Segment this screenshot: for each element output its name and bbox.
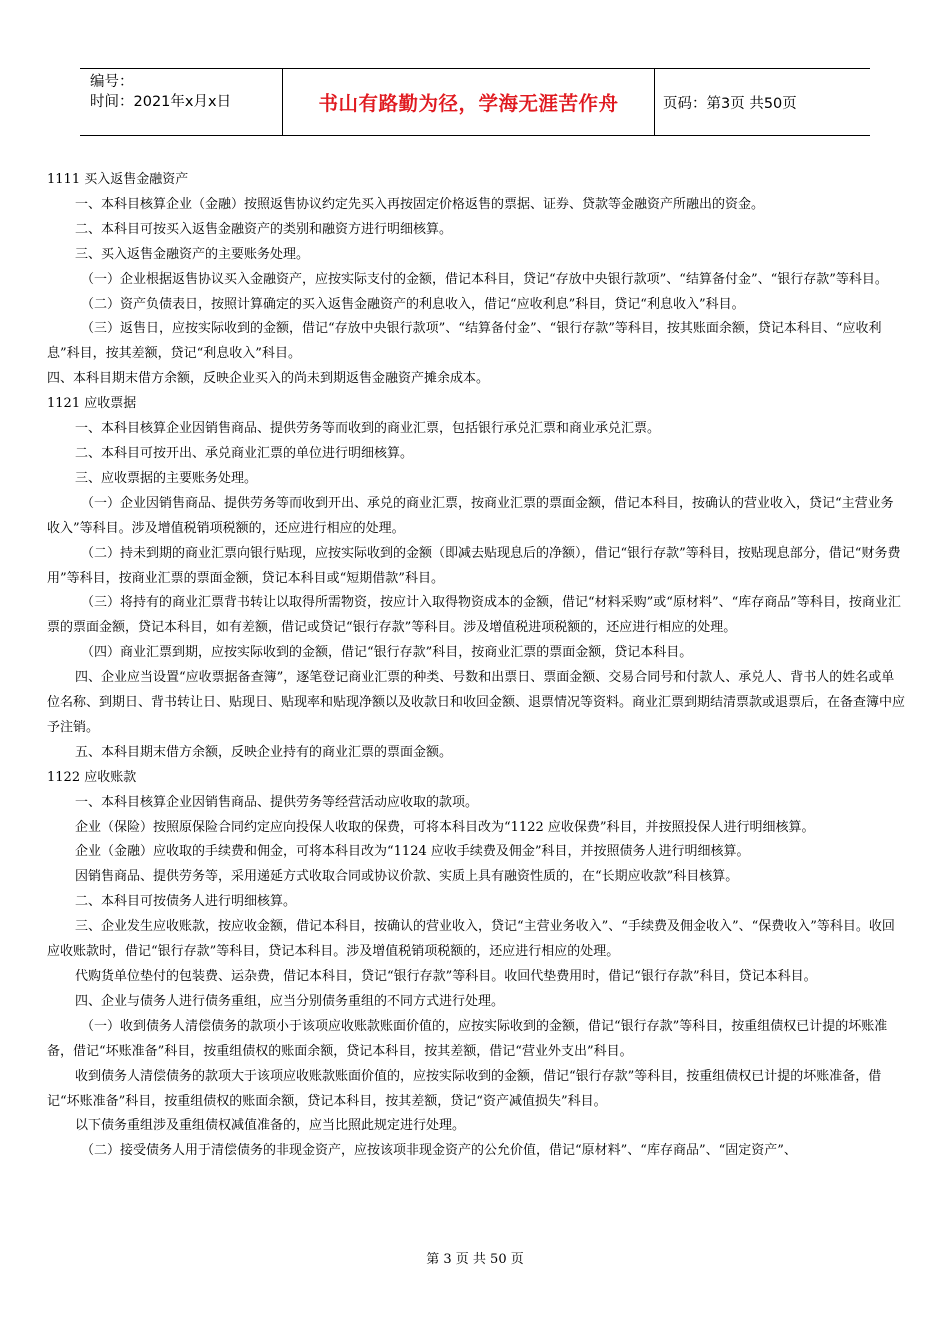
paragraph: （二）持未到期的商业汇票向银行贴现，应按实际收到的金额（即减去贴现息后的净额），借记“银行存款”等科目，按贴现息部分，借记“财务费用”等科目，按商业汇票的票面金额，贷记本科目或“短期借款”科目。 <box>47 545 901 586</box>
paragraph: 企业（金融）应收取的手续费和佣金，可将本科目改为“1124 应收手续费及佣金”科目，并按照债务人进行明细核算。 <box>75 844 750 860</box>
motto-text: 书山有路勤为径，学海无涯苦作舟 <box>318 92 619 115</box>
header-table <box>80 68 870 136</box>
paragraph: （一）企业根据返售协议买入金融资产，应按实际支付的金额，借记本科目，贷记“存放中央银行款项”、“结算备付金”、“银行存款”等科目。 <box>81 271 888 287</box>
paragraph: 二、本科目可按开出、承兑商业汇票的单位进行明细核算。 <box>75 445 414 461</box>
paragraph: 四、企业与债务人进行债务重组，应当分别债务重组的不同方式进行处理。 <box>75 993 505 1009</box>
paragraph: 三、买入返售金融资产的主要账务处理。 <box>75 246 310 262</box>
page-number-label: 页码：第3页 共50页 <box>663 95 797 112</box>
paragraph: （一）收到债务人清偿债务的款项小于该项应收账款账面价值的，应按实际收到的金额，借记“银行存款”等科目，按重组债权已计提的坏账准备，借记“坏账准备”科目，按重组债权的账面余额，贷记本科目，按其差额，借记“营业外支出”科目。 <box>47 1018 888 1059</box>
paragraph: （二）接受债务人用于清偿债务的非现金资产，应按该项非现金资产的公允价值，借记“原材料”、“库存商品”、“固定资产”、 <box>81 1143 797 1159</box>
paragraph: （二）资产负债表日，按照计算确定的买入返售金融资产的利息收入，借记“应收利息”科目，贷记“利息收入”科目。 <box>81 296 745 312</box>
paragraph: 二、本科目可按债务人进行明细核算。 <box>75 894 297 910</box>
paragraph: 四、企业应当设置“应收票据备查簿”，逐笔登记商业汇票的种类、号数和出票日、票面金额、交易合同号和付款人、承兑人、背书人的姓名或单位名称、到期日、背书转让日、贴现日、贴现率和贴现净额以及收款日和收回金额、退票情况等资料。商业汇票到期结清票款或退票后，在备查簿中应予注销。 <box>47 670 906 735</box>
document-body <box>47 168 905 1164</box>
paragraph: 1121 应收票据 <box>47 396 137 412</box>
paragraph: 以下债务重组涉及重组债权减值准备的，应当比照此规定进行处理。 <box>75 1118 466 1134</box>
page-footer: 第 3 页 共 50 页 <box>426 1252 524 1267</box>
paragraph: 五、本科目期末借方余额，反映企业持有的商业汇票的票面金额。 <box>75 744 453 760</box>
header-page-cell <box>655 69 870 135</box>
paragraph: 三、企业发生应收账款，按应收金额，借记本科目，按确认的营业收入，贷记“主营业务收入”、“手续费及佣金收入”、“保费收入”等科目。收回应收账款时，借记“银行存款”等科目，贷记本科目。涉及增值税销项税额的，还应进行相应的处理。 <box>47 919 895 960</box>
paragraph: 四、本科目期末借方余额，反映企业买入的尚未到期返售金融资产摊余成本。 <box>47 371 490 387</box>
paragraph: （一）企业因销售商品、提供劳务等而收到开出、承兑的商业汇票，按商业汇票的票面金额，借记本科目，按确认的营业收入，贷记“主营业务收入”等科目。涉及增值税销项税额的，还应进行相应的处理。 <box>47 495 894 536</box>
paragraph: 一、本科目核算企业因销售商品、提供劳务等经营活动应收取的款项。 <box>75 794 479 810</box>
paragraph: 1122 应收账款 <box>47 769 137 785</box>
paragraph: 企业（保险）按照原保险合同约定应向投保人收取的保费，可将本科目改为“1122 应收保费”科目，并按照投保人进行明细核算。 <box>75 819 815 835</box>
paragraph: （三）将持有的商业汇票背书转让以取得所需物资，按应计入取得物资成本的金额，借记“材料采购”或“原材料”、“库存商品”等科目，按商业汇票的票面金额，贷记本科目，如有差额，借记或贷记“银行存款”等科目。涉及增值税进项税额的，还应进行相应的处理。 <box>47 595 901 636</box>
header-left-cell <box>80 69 282 135</box>
paragraph: 收到债务人清偿债务的款项大于该项应收账款账面价值的，应按实际收到的金额，借记“银行存款”等科目，按重组债权已计提的坏账准备，借记“坏账准备”科目，按重组债权的账面余额，贷记本科目，按其差额，贷记“资产减值损失”科目。 <box>47 1068 882 1109</box>
paragraph: 1111 买入返售金融资产 <box>47 172 189 187</box>
header-motto-cell <box>282 69 655 135</box>
paragraph: （四）商业汇票到期，应按实际收到的金额，借记“银行存款”科目，按商业汇票的票面金额，贷记本科目。 <box>81 645 693 661</box>
date-label: 时间：2021年x月x日 <box>90 94 232 110</box>
paragraph: 一、本科目核算企业因销售商品、提供劳务等而收到的商业汇票，包括银行承兑汇票和商业承兑汇票。 <box>75 421 661 437</box>
paragraph: （三）返售日，应按实际收到的金额，借记“存放中央银行款项”、“结算备付金”、“银行存款”等科目，按其账面余额，贷记本科目、“应收利息”科目，按其差额，贷记“利息收入”科目。 <box>47 321 882 362</box>
paragraph: 代购货单位垫付的包装费、运杂费，借记本科目，贷记“银行存款”等科目。收回代垫费用时，借记“银行存款”科目，贷记本科目。 <box>75 969 817 984</box>
paragraph: 一、本科目核算企业（金融）按照返售协议约定先买入再按固定价格返售的票据、证券、贷款等金融资产所融出的资金。 <box>75 196 765 212</box>
paragraph: 三、应收票据的主要账务处理。 <box>75 470 258 486</box>
paragraph: 二、本科目可按买入返售金融资产的类别和融资方进行明细核算。 <box>75 221 453 237</box>
serial-number-label: 编号： <box>90 74 134 90</box>
paragraph: 因销售商品、提供劳务等，采用递延方式收取合同或协议价款、实质上具有融资性质的，在“长期应收款”科目核算。 <box>75 869 739 885</box>
